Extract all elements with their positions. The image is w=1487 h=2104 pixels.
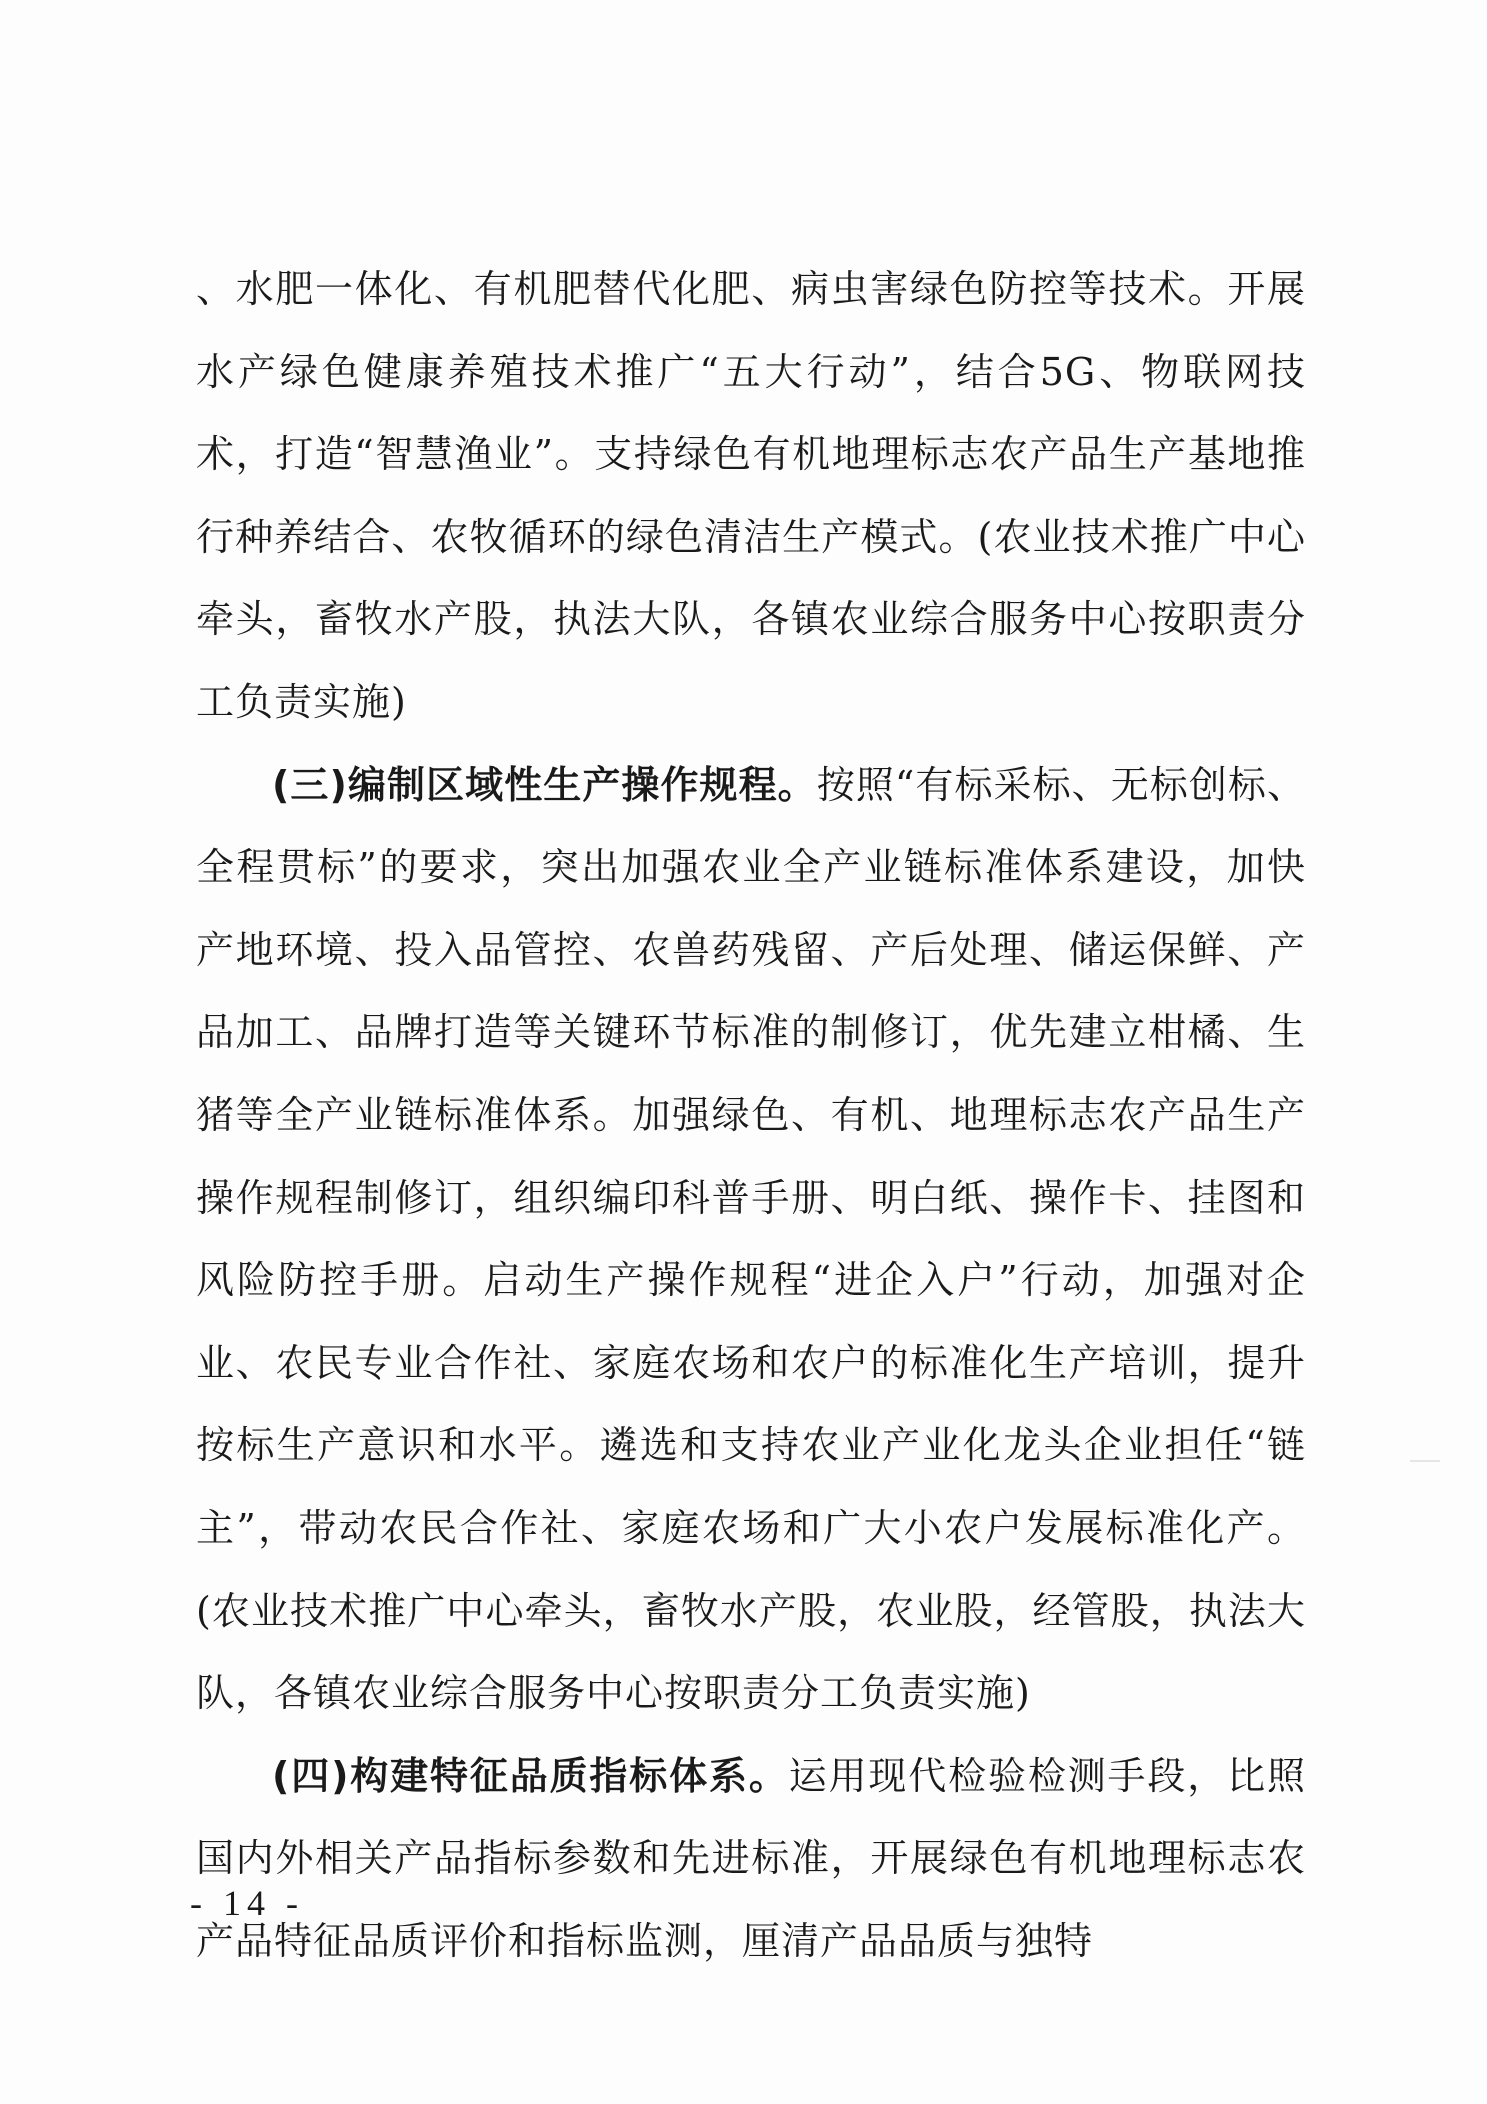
section-heading-4: (四)构建特征品质指标体系。 [272, 1753, 789, 1798]
section-heading-3: (三)编制区域性生产操作规程。 [272, 762, 817, 807]
section-body-4: 运用现代检验检测手段，比照国内外相关产品指标参数和先进标准，开展绿色有机地理标志农产品特征品质评价和指标监测，厘清产品品质与独特 [196, 1753, 1306, 1963]
paragraph-text: 、水肥一体化、有机肥替代化肥、病虫害绿色防控等技术。开展水产绿色健康养殖技术推广“五大行动”，结合5G、物联网技术，打造“智慧渔业”。支持绿色有机地理标志农产品生产基地推行种养结合、农牧循环的绿色清洁生产模式。(农业技术推广中心牵头，畜牧水产股，执法大队，各镇农业综合服务中心按职责分工负责实施) [196, 267, 1306, 724]
page-number: - 14 - [190, 1883, 304, 1923]
document-body [196, 248, 1306, 1982]
scan-mark [1410, 1460, 1440, 1462]
paragraph-section-4 [196, 1735, 1306, 1983]
paragraph-continuation [196, 248, 1306, 744]
section-body-3: 按照“有标采标、无标创标、全程贯标”的要求，突出加强农业全产业链标准体系建设，加快产地环境、投入品管控、农兽药残留、产后处理、储运保鲜、产品加工、品牌打造等关键环节标准的制修订，优先建立柑橘、生猪等全产业链标准体系。加强绿色、有机、地理标志农产品生产操作规程制修订，组织编印科普手册、明白纸、操作卡、挂图和风险防控手册。启动生产操作规程“进企入户”行动，加强对企业、农民专业合作社、家庭农场和农户的标准化生产培训，提升按标生产意识和水平。遴选和支持农业产业化龙头企业担任“链主”，带动农民合作社、家庭农场和广大小农户发展标准化产。(农业技术推广中心牵头，畜牧水产股，农业股，经管股，执法大队，各镇农业综合服务中心按职责分工负责实施) [196, 762, 1306, 1716]
paragraph-section-3 [196, 744, 1306, 1735]
